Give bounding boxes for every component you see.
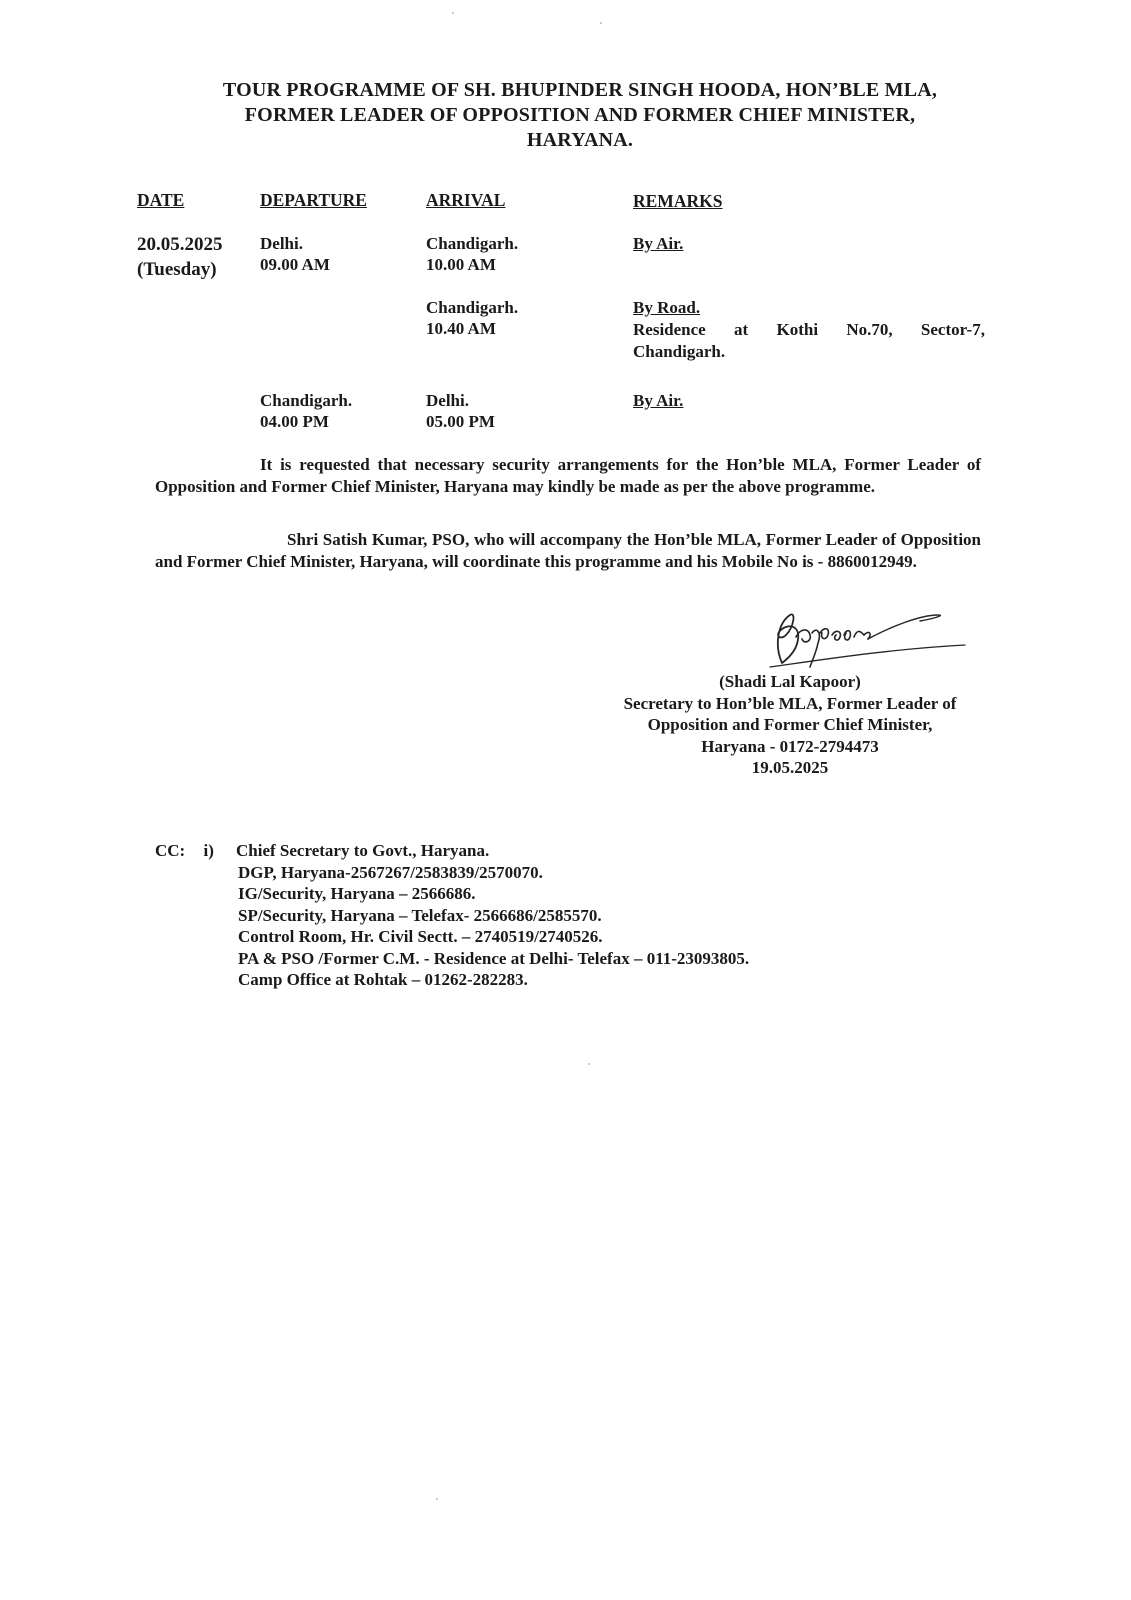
scan-speck xyxy=(452,12,454,14)
row1-arrival-place: Chandigarh. xyxy=(426,234,519,253)
tour-day: (Tuesday) xyxy=(137,259,217,280)
row2-arrival-place: Chandigarh. xyxy=(426,298,519,317)
cc-label-text: CC: xyxy=(155,841,186,860)
signatory-block xyxy=(600,671,980,779)
title-line-2: FORMER LEADER OF OPPOSITION AND FORMER CHIEF MINISTER, xyxy=(244,104,916,126)
row3-remark: By Air. xyxy=(633,391,684,410)
signatory-designation-1: Secretary to Hon’ble MLA, Former Leader of xyxy=(623,693,957,713)
document-title xyxy=(150,78,1010,153)
row2-remark-address xyxy=(633,319,985,340)
scan-speck xyxy=(588,1063,590,1065)
signature-image xyxy=(760,605,970,675)
cc-list xyxy=(238,840,749,991)
title-line-1: TOUR PROGRAMME OF SH. BHUPINDER SINGH HOODA, HON’BLE MLA, xyxy=(222,79,938,101)
row2-remark-city: Chandigarh. xyxy=(633,342,726,361)
row3-departure-time: 04.00 PM xyxy=(260,412,329,431)
paragraph-security-request: It is requested that necessary security arrangements for the Hon’ble MLA, Former Leader of Opposition and Former Chief Minister, Haryana may kindly be made as per the above programme. xyxy=(155,455,981,496)
cc-item: SP/Security, Haryana – Telefax- 2566686/2585570. xyxy=(238,905,602,925)
row3-arrival-place: Delhi. xyxy=(426,391,469,410)
cc-index: i) xyxy=(203,841,214,860)
row1-remark: By Air. xyxy=(633,234,684,253)
scan-speck xyxy=(600,22,602,24)
cc-item: PA & PSO /Former C.M. - Residence at Delhi- Telefax – 011-23093805. xyxy=(238,948,750,968)
signatory-name: (Shadi Lal Kapoor) xyxy=(719,672,861,691)
row2-arrival-time: 10.40 AM xyxy=(426,319,496,338)
title-line-3: HARYANA. xyxy=(526,129,634,151)
address-word: No.70, xyxy=(846,320,893,339)
row1-departure-time: 09.00 AM xyxy=(260,255,330,274)
address-word: at xyxy=(734,320,749,339)
signatory-designation-2: Opposition and Former Chief Minister, xyxy=(647,715,933,734)
tour-date: 20.05.2025 xyxy=(137,234,223,255)
address-word: Sector-7, xyxy=(920,320,985,339)
cc-label xyxy=(155,840,235,862)
cc-item: DGP, Haryana-2567267/2583839/2570070. xyxy=(238,862,543,882)
signatory-designation-3: Haryana - 0172-2794473 xyxy=(701,736,879,756)
header-arrival: ARRIVAL xyxy=(426,190,506,210)
header-departure: DEPARTURE xyxy=(260,190,367,210)
row3-arrival-time: 05.00 PM xyxy=(426,412,495,431)
signatory-date: 19.05.2025 xyxy=(751,758,829,777)
cc-item: Chief Secretary to Govt., Haryana. xyxy=(236,841,490,860)
address-word: Kothi xyxy=(776,320,819,339)
cc-item: Control Room, Hr. Civil Sectt. – 2740519/2740526. xyxy=(238,927,603,946)
row1-departure-place: Delhi. xyxy=(260,234,303,253)
row2-remark-mode: By Road. xyxy=(633,298,701,317)
header-remarks: REMARKS xyxy=(633,191,723,211)
cc-item: IG/Security, Haryana – 2566686. xyxy=(238,884,476,903)
cc-item: Camp Office at Rohtak – 01262-282283. xyxy=(238,970,528,989)
row1-arrival-time: 10.00 AM xyxy=(426,255,496,274)
scan-speck xyxy=(436,1498,438,1500)
paragraph-pso-coordination: Shri Satish Kumar, PSO, who will accompany the Hon’ble MLA, Former Leader of Opposition and Former Chief Minister, Haryana, will coordinate this programme and his Mobile No is - 8860012949. xyxy=(155,530,981,571)
address-word: Residence xyxy=(633,320,706,339)
header-date: DATE xyxy=(137,190,185,210)
row3-departure-place: Chandigarh. xyxy=(260,391,353,410)
